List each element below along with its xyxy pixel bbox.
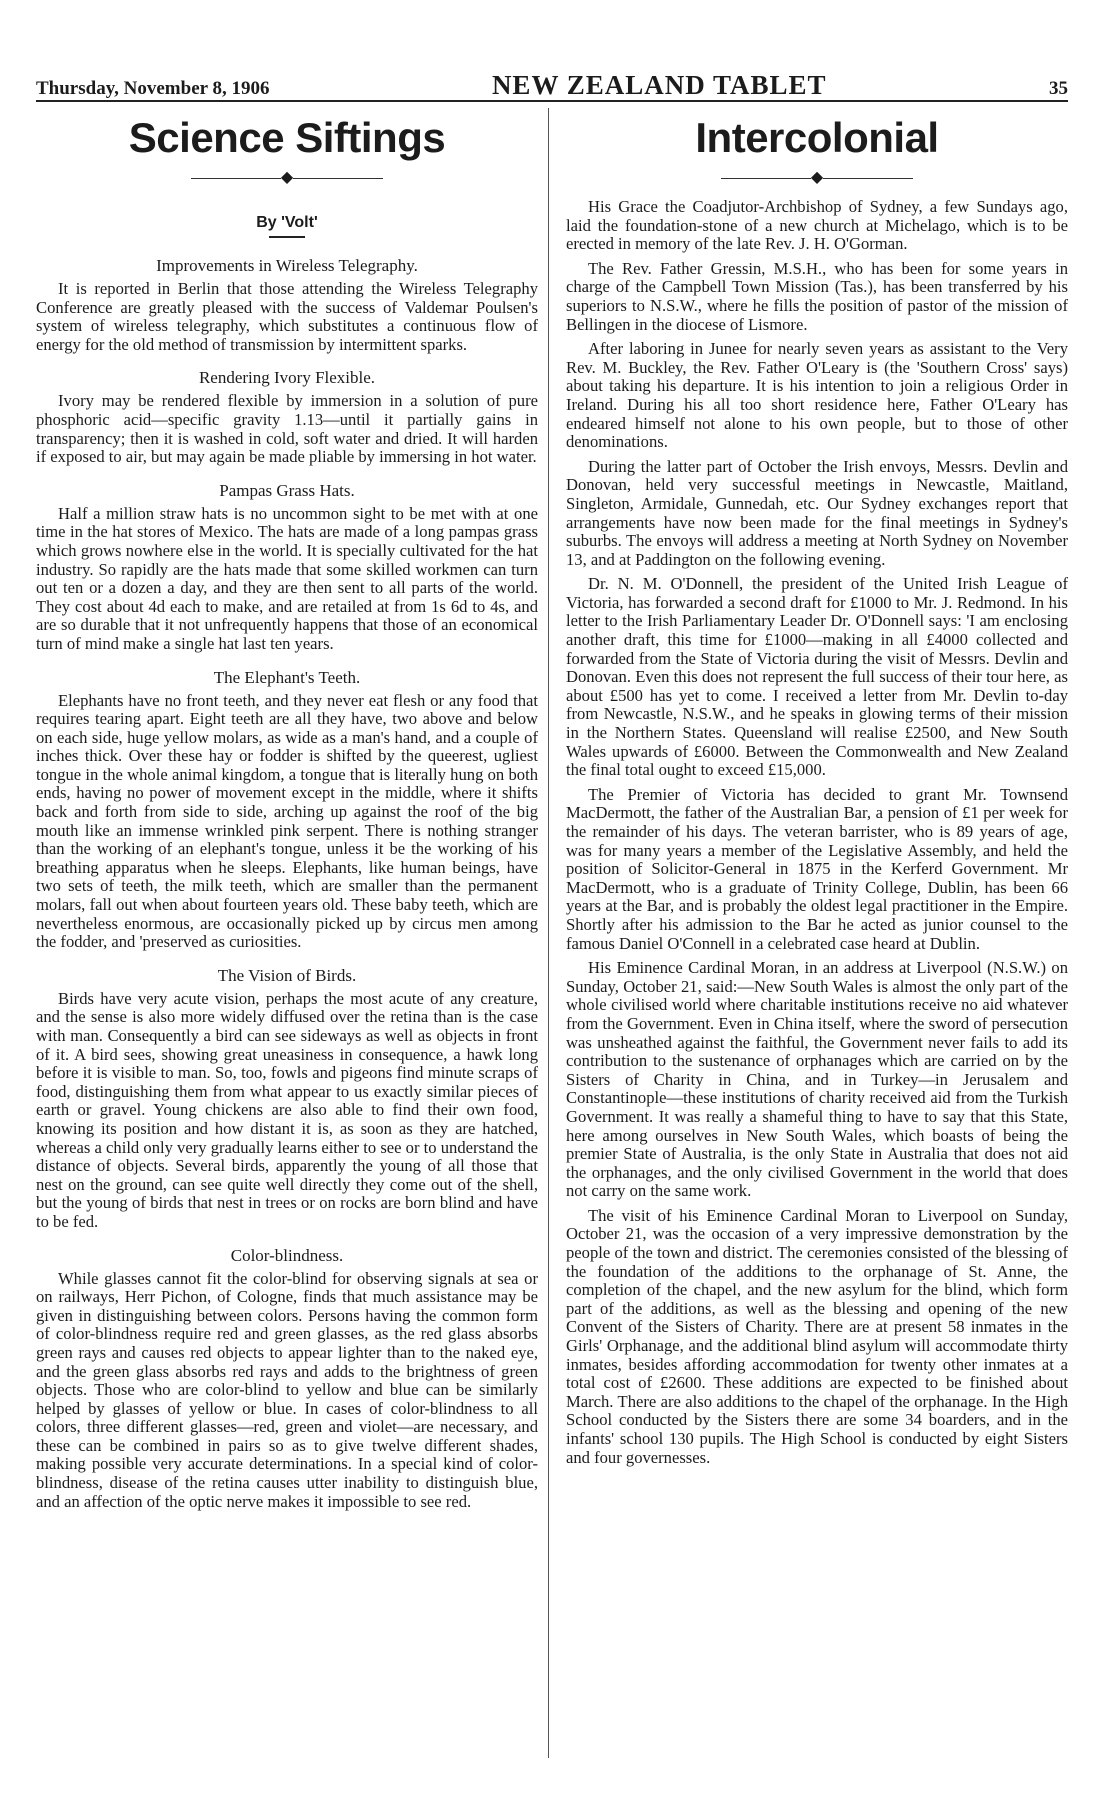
news-paragraph: The Rev. Father Gressin, M.S.H., who has been for some years in charge of the Campbell Town Mission (Tas.), has been transferred by his superiors to N.S.W., where he fills the position of pastor of the mission of Bellingen in the diocese of Lismore.	[566, 258, 1068, 334]
intercolonial-column	[566, 108, 1068, 1473]
news-paragraph: Dr. N. M. O'Donnell, the president of the United Irish League of Victoria, has forwarded a second draft for £1000 to Mr. J. Redmond. In his letter to the Irish Parliamentary Leader Dr. O'Donnell says: 'I am enclosing another draft, this time for £1000—making in all £4000 collected and forwarded from the State of Victoria during the visit of Messrs. Devlin and Donovan. Even this does not represent the full success of their tour here, as about £500 has yet to come. I received a letter from Mr. Devlin to-day from Newcastle, N.S.W., and he speaks in glowing terms of their mission in the Northern States. Queensland will realise £2500, and New South Wales upwards of £6000. Between the Commonwealth and New Zealand the final total ought to exceed £15,000.	[566, 574, 1068, 780]
news-paragraph: The Premier of Victoria has decided to grant Mr. Townsend MacDermott, the father of the Australian Bar, a pension of £1 per week for the remainder of his days. The veteran barrister, who is 89 years of age, was for many years a member of the Legislative Assembly, and held the position of Solicitor-General in 1875 in the Kerferd Government. Mr MacDermott, who is a graduate of Trinity College, Dublin, has been 66 years at the Bar, and is probably the oldest legal practitioner in the Empire. Shortly after his admission to the Bar he acted as junior counsel to the famous Daniel O'Connell in a celebrated case heard at Dublin.	[566, 784, 1068, 953]
heading-ornament: ◆	[36, 172, 538, 184]
science-heading: Science Siftings	[128, 114, 446, 161]
intercolonial-heading: Intercolonial	[695, 114, 939, 161]
article-paragraph: While glasses cannot fit the color-blind for observing signals at sea or on railways, Herr Pichon, of Cologne, finds that much assistance may be given in distinguishing between colors. Persons having the common form of color-blindness require red and green glasses, as the red glass absorbs green rays and causes red objects to appear lighter than to the naked eye, and the green glass absorbs red rays and adds to the brightness of green objects. Those who are color-blind to yellow and blue can be similarly helped by glasses of yellow or blue. In cases of color-blindness to all colors, three different glasses—red, green and violet—are necessary, and these can be combined in pairs so as to give twelve different shades, making possible very accurate determinations. In a special kind of color-blindness, disease of the retina causes utter inability to distinguish blue, and an affection of the optic nerve makes it impossible to see red.	[36, 1268, 538, 1511]
news-paragraph: His Grace the Coadjutor-Archbishop of Sydney, a few Sundays ago, laid the foundation-stone of a new church at Michelago, which is to be erected in memory of the late Rev. J. H. O'Gorman.	[566, 197, 1068, 254]
news-paragraph: During the latter part of October the Irish envoys, Messrs. Devlin and Donovan, held very successful meetings in Newcastle, Maitland, Singleton, Armidale, Gunnedah, etc. Our Sydney exchanges report that arrangements have now been made for the final meetings in Sydney's suburbs. The envoys will address a meeting at North Sydney on November 13, and at Paddington on the following evening.	[566, 456, 1068, 569]
science-body	[36, 256, 538, 1511]
section-title: Rendering Ivory Flexible.	[198, 368, 376, 388]
article-paragraph: It is reported in Berlin that those attending the Wireless Telegraphy Conference are greatly pleased with the success of Valdemar Poulsen's system of wireless telegraphy, which substitutes a continuous flow of energy for the old method of transmission by intermittent sparks.	[36, 279, 538, 354]
section-title: The Vision of Birds.	[217, 965, 357, 985]
issue-date: Thursday, November 8, 1906	[36, 78, 270, 99]
page-header	[36, 70, 1068, 102]
section-title: Improvements in Wireless Telegraphy.	[156, 256, 418, 275]
byline-rule	[269, 236, 305, 238]
news-paragraph: His Eminence Cardinal Moran, in an address at Liverpool (N.S.W.) on Sunday, October 21, said:—New South Wales is almost the only part of the whole civilised world where charitable institutions receive no aid whatever from the Government. Even in China itself, where the sword of persecution was unsheathed against the faithful, the Government never fails to add its contribution to the sustenance of orphanages which are carried on by the Sisters of Charity in China, and in Turkey—in Jerusalem and Constantinople—these institutions of charity received aid from the Turkish Government. It was really a shameful thing to have to say that this State, here among ourselves in New South Wales, which boasts of being the premier State of Australia, is the only State in Australia that does not aid the orphanages, and the only civilised Government in the world that does not carry on the same work.	[566, 958, 1068, 1201]
newspaper-title: NEW ZEALAND TABLET	[491, 70, 827, 100]
column-divider	[548, 108, 549, 1758]
article-paragraph: Birds have very acute vision, perhaps the most acute of any creature, and the sense is also more widely diffused over the retina than is the case with man. Consequently a bird can see sideways as well as objects in front of it. A bird sees, showing great uneasiness in consequence, a hawk long before it is visible to man. So, too, fowls and pigeons find minute scraps of food, distinguishing them from what appear to us exactly similar pieces of earth or gravel. Young chickens are also able to find their own food, knowing its position and how distant it is, as soon as they are hatched, whereas a child only very gradually learns either to see or to understand the distance of objects. Several birds, apparently the young of all those that nest on the ground, can see quite well directly they come out of the shell, but the young of birds that nest in trees or on rocks are born blind and have to be fed.	[36, 988, 538, 1231]
section-title: The Elephant's Teeth.	[213, 667, 361, 687]
news-paragraph: After laboring in Junee for nearly seven years as assistant to the Very Rev. M. Buckley, the Rev. Father O'Leary is (the 'Southern Cross' says) about taking his departure. It is his intention to join a religious Order in Ireland. During his all too short residence here, Father O'Leary has endeared himself not alone to his own people, but to those of other denominations.	[566, 339, 1068, 452]
article-paragraph: Elephants have no front teeth, and they never eat flesh or any food that requires tearing apart. Eight teeth are all they have, two above and below on each side, huge yellow molars, as wide as a man's hand, and a couple of inches thick. Over these hay or fodder is shifted by the queerest, ugliest tongue in the whole animal kingdom, a tongue that is literally hung on both ends, having no power of movement except in the middle, where it shifts back and forth from side to side, arching up against the roof of the big mouth like an immense wrinkled pink serpent. There is nothing stranger than the working of an elephant's tongue, unless it be the working of his breathing apparatus when he sleeps. Elephants, like human beings, have two sets of teeth, the milk teeth, which are smaller than the permanent molars, fall out when about fourteen years old. These baby teeth, which are nevertheless enormous, are occasionally picked up by circus men among the fodder, and 'preserved as curiosities.	[36, 690, 538, 952]
science-siftings-column	[36, 108, 538, 1511]
section-title: Color-blindness.	[230, 1245, 344, 1265]
page-number: 35	[1048, 78, 1068, 99]
article-paragraph: Half a million straw hats is no uncommon sight to be met with at one time in the hat stores of Mexico. The hats are made of a long pampas grass which grows nowhere else in the world. It is specially cultivated for the hat industry. So rapidly are the hats made that some skilled workmen can turn out ten or a dozen a day, and they are then sent to all parts of the world. They cost about 4d each to make, and are retailed at from 1s 6d to 4s, and are so durable that it not unfrequently happens that those of an economical turn of mind make a single hat last ten years.	[36, 503, 538, 653]
heading-ornament: ◆	[566, 172, 1068, 184]
byline: By 'Volt'	[256, 214, 318, 231]
article-paragraph: Ivory may be rendered flexible by immersion in a solution of pure phosphoric acid—specific gravity 1.13—until it partially gains in transparency; then it is washed in cold, soft water and dried. It will harden if exposed to air, but may again be made pliable by immersing in hot water.	[36, 391, 538, 467]
intercolonial-body	[566, 198, 1068, 1467]
news-paragraph: The visit of his Eminence Cardinal Moran to Liverpool on Sunday, October 21, was the occasion of a very impressive demonstration by the people of the town and district. The ceremonies consisted of the blessing of the foundation of the additions to the orphanage of St. Anne, the completion of the chapel, and the new asylum for the blind, which form part of the additions, as well as the blessing and opening of the new Convent of the Sisters of Charity. There are at present 58 inmates in the Girls' Orphanage, and the additional blind asylum will accommodate thirty inmates, besides affording accommodation for twenty other inmates at a total cost of £2600. These additions are expected to be finished about March. There are also additions to the chapel of the orphanage. In the High School conducted by the Sisters there are some 34 boarders, and in the infants' school 130 pupils. The High School is conducted by eight Sisters and four governesses.	[566, 1205, 1068, 1467]
section-title: Pampas Grass Hats.	[219, 480, 355, 500]
